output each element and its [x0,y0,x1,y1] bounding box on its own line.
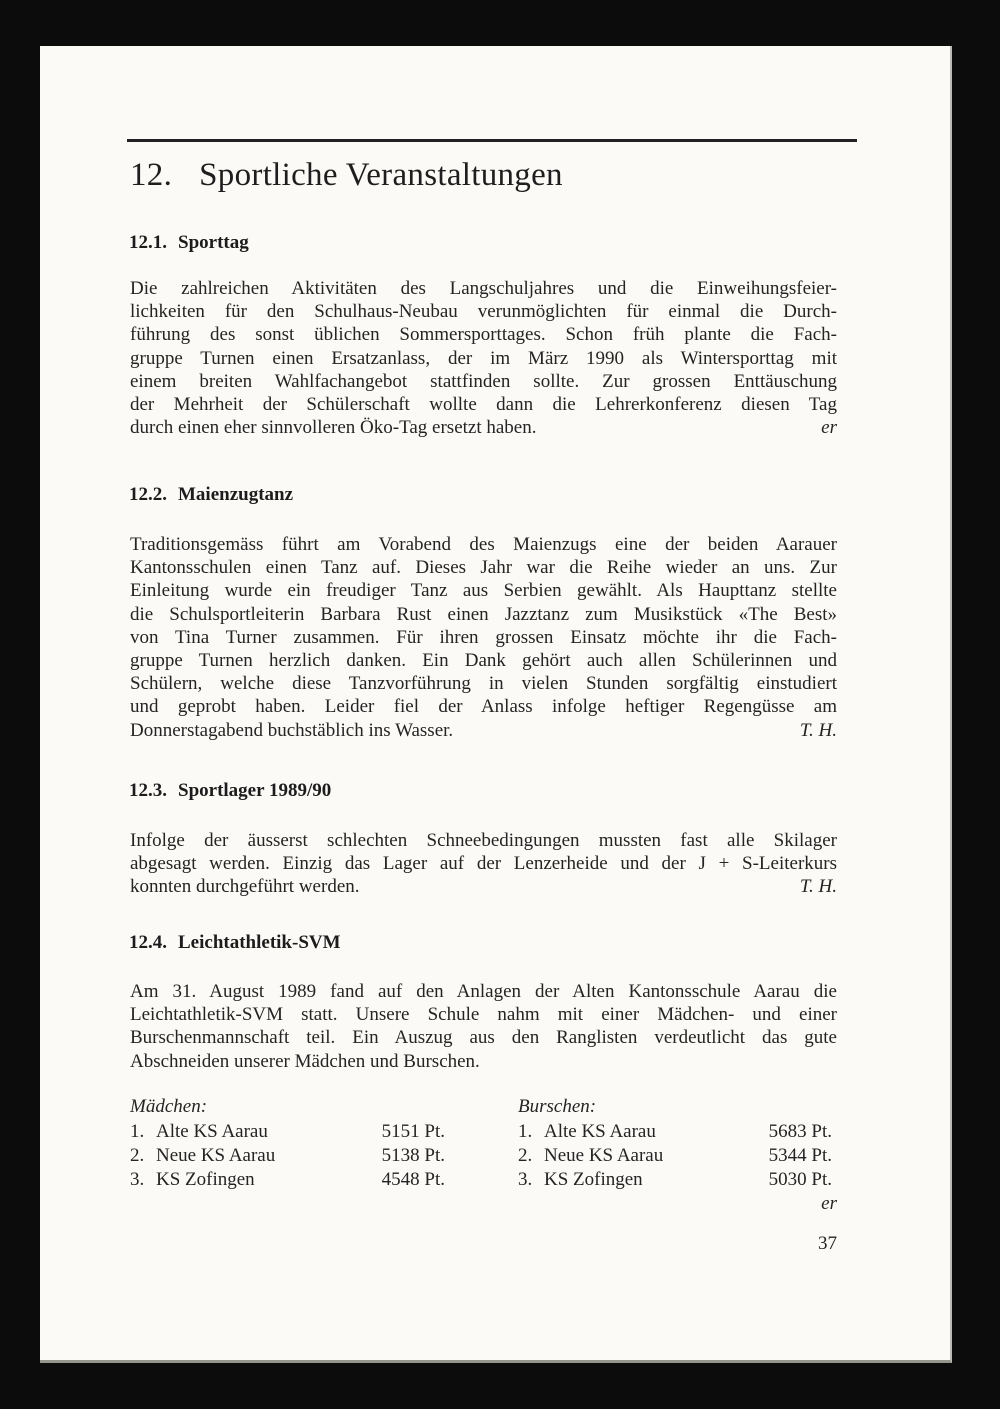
ranking-row [130,1144,445,1168]
team-name: Alte KS Aarau [544,1121,656,1143]
ranking-row [518,1168,832,1192]
section-heading-text: Maienzugtanz [178,484,294,505]
team-name: Neue KS Aarau [544,1145,664,1167]
text-line: Kantonsschulen einen Tanz auf. Dieses Jahr war die Reihe wieder an uns. Zur [130,557,837,579]
points-value: 5683 Pt. [768,1121,832,1143]
text-line: führung des sonst üblichen Sommersporttages. Schon früh plante die Fach- [130,324,837,346]
text-line: Donnerstagabend buchstäblich ins Wasser. [130,719,454,741]
text-line: Traditionsgemäss führt am Vorabend des Maienzugs eine der beiden Aarauer [130,534,837,555]
rank-number: 2. [130,1145,145,1167]
text-line: Am 31. August 1989 fand auf den Anlagen der Alten Kantonsschule Aarau die [130,981,837,1002]
text-line: lichkeiten für den Schulhaus-Neubau verunmöglichten für einmal die Durch- [130,301,837,323]
text-line: Abschneiden unserer Mädchen und Burschen. [130,1050,480,1072]
ranking-row [130,1168,445,1192]
text-line: Infolge der äusserst schlechten Schneebedingungen mussten fast alle Skilager [130,830,837,851]
points-value: 5344 Pt. [768,1145,832,1167]
ranking-row [518,1144,832,1168]
chapter-title [130,159,563,192]
section-number: 12.2. [129,484,167,505]
author-initials: T. H. [799,876,837,898]
rank-number: 3. [130,1169,145,1191]
section-number: 12.3. [129,780,167,801]
page-number: 37 [818,1233,837,1254]
text-line: Schülern, welche diese Tanzvorführung in vielen Stunden sorgfältig einstudiert [130,673,837,695]
rank-number: 1. [130,1121,145,1143]
text-line: einem breiten Wahlfachangebot stattfinden sollte. Zur grossen Enttäuschung [130,370,837,392]
section-heading-sportlager [129,781,331,800]
rank-number: 3. [518,1169,533,1191]
text-line: gruppe Turnen einen Ersatzanlass, der im März 1990 als Wintersporttag mit [130,347,837,369]
text-line: abgesagt werden. Einzig das Lager auf der Lenzerheide und der J + S-Leiterkurs [130,853,837,875]
text-line: Leichtathletik-SVM statt. Unsere Schule nahm mit einer Mädchen- und einer [130,1004,837,1026]
section-paragraph-sportlager [130,829,837,899]
section-heading-text: Sportlager 1989/90 [178,780,332,801]
section-heading-leichtathletik [129,933,341,952]
section-paragraph-sporttag [130,277,837,439]
section-heading-text: Sporttag [178,232,249,253]
chapter-number: 12. [130,157,173,193]
team-name: Alte KS Aarau [156,1121,268,1143]
text-line: und geprobt haben. Leider fiel der Anlass infolge heftiger Regengüsse am [130,696,837,718]
team-name: KS Zofingen [156,1169,255,1191]
ranking-row [130,1120,445,1144]
rank-number: 2. [518,1145,533,1167]
text-line: Die zahlreichen Aktivitäten des Langschuljahres und die Einweihungsfeier- [130,278,837,299]
section-heading-maienzugtanz [129,485,293,504]
text-line: durch einen eher sinnvolleren Öko-Tag ersetzt haben. [130,417,537,439]
section-heading-sporttag [129,233,249,252]
girls-label: Mädchen: [130,1096,208,1117]
points-value: 4548 Pt. [381,1169,445,1191]
team-name: Neue KS Aarau [156,1145,276,1167]
text-line: der Mehrheit der Schülerschaft wollte dann die Lehrerkonferenz diesen Tag [130,394,837,416]
points-value: 5030 Pt. [768,1169,832,1191]
section-heading-text: Leichtathletik-SVM [178,932,341,953]
girls-ranking-list [130,1095,445,1192]
ranking-row [518,1120,832,1144]
section-paragraph-leichtathletik [130,980,837,1073]
text-line: von Tina Turner zusammen. Für ihren grossen Einsatz möchte ihr die Fach- [130,626,837,648]
text-line: Burschenmannschaft teil. Ein Auszug aus den Ranglisten verdeutlicht das gute [130,1027,837,1049]
author-initials: T. H. [799,719,837,741]
section-number: 12.1. [129,232,167,253]
section-number: 12.4. [129,932,167,953]
points-value: 5151 Pt. [381,1121,445,1143]
rank-number: 1. [518,1121,533,1143]
author-initials: er [821,417,837,439]
points-value: 5138 Pt. [381,1145,445,1167]
text-line: gruppe Turnen herzlich danken. Ein Dank gehört auch allen Schülerinnen und [130,650,837,672]
boys-label: Burschen: [518,1096,597,1117]
section-paragraph-maienzugtanz [130,533,837,742]
text-line: Einleitung wurde ein freudiger Tanz aus Serbien gewählt. Als Haupttanz stellte [130,580,837,602]
text-line: konnten durchgeführt werden. [130,876,360,898]
chapter-title-text: Sportliche Veranstaltungen [199,157,563,193]
text-line: die Schulsportleiterin Barbara Rust einen Jazztanz zum Musikstück «The Best» [130,603,837,625]
document-page [40,46,952,1363]
author-initials: er [821,1193,837,1214]
chapter-rule [127,139,857,142]
team-name: KS Zofingen [544,1169,643,1191]
boys-ranking-list [518,1095,832,1192]
